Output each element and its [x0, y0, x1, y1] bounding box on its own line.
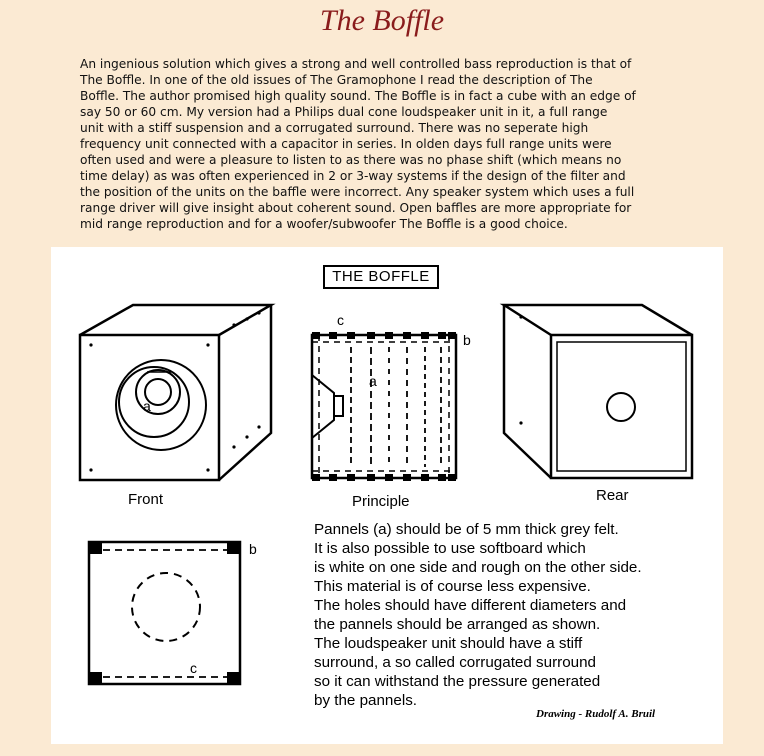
intro-paragraph: An ingenious solution which gives a strong and well controlled bass reproduction is that of The Boffle. In one of the old issues of The Gramophone I read the description of The Boffle. The author promised high quality sound. The Boffle is in fact a cube with an edge of say 50 or 60 cm. My version had a Philips dual cone loudspeaker unit in it, a full range unit with a stiff suspension and a corrugated surround. There was no seperate high frequency unit connected with a capacitor in series. In olden days full range units were often used and were a pleasure to listen to as there was no phase shift (which means no time delay) as was often experienced in 2 or 3-way systems if the design of the filter and the position of the units on the baffle were incorrect. Any speaker system which uses a full range driver will give insight about coherent sound. Open baffles are more appropriate for mid range reproduction and for a woofer/subwoofer The Boffle is a good choice. [80, 57, 636, 231]
label-a-front: a [143, 398, 151, 414]
label-b-principle: b [463, 332, 471, 348]
drawing-title-badge: THE BOFFLE [323, 265, 439, 289]
label-a-principle: a [369, 373, 377, 389]
label-c-top: c [190, 660, 197, 676]
rear-cube-illustration [504, 305, 692, 478]
top-view-illustration [89, 542, 240, 684]
construction-notes: Pannels (a) should be of 5 mm thick grey felt. It is also possible to use softboard which is white on one side and rough on the other side. This material is of course less expensive. The holes should have different diameters and the pannels should be arranged as shown. The loudspeaker unit should have a stiff surround, a so called corrugated surround so it can withstand the pressure generated by the pannels. [314, 521, 642, 709]
page-title: The Boffle [319, 4, 445, 37]
label-c-principle: c [337, 312, 344, 328]
front-caption: Front [128, 491, 164, 508]
front-cube-illustration [80, 305, 271, 480]
drawing-panel [51, 247, 723, 744]
rear-caption: Rear [596, 487, 629, 504]
label-b-top: b [249, 541, 257, 557]
principle-cross-section [312, 335, 456, 478]
principle-caption: Principle [352, 493, 410, 510]
drawing-credit: Drawing - Rudolf A. Bruil [536, 708, 656, 720]
